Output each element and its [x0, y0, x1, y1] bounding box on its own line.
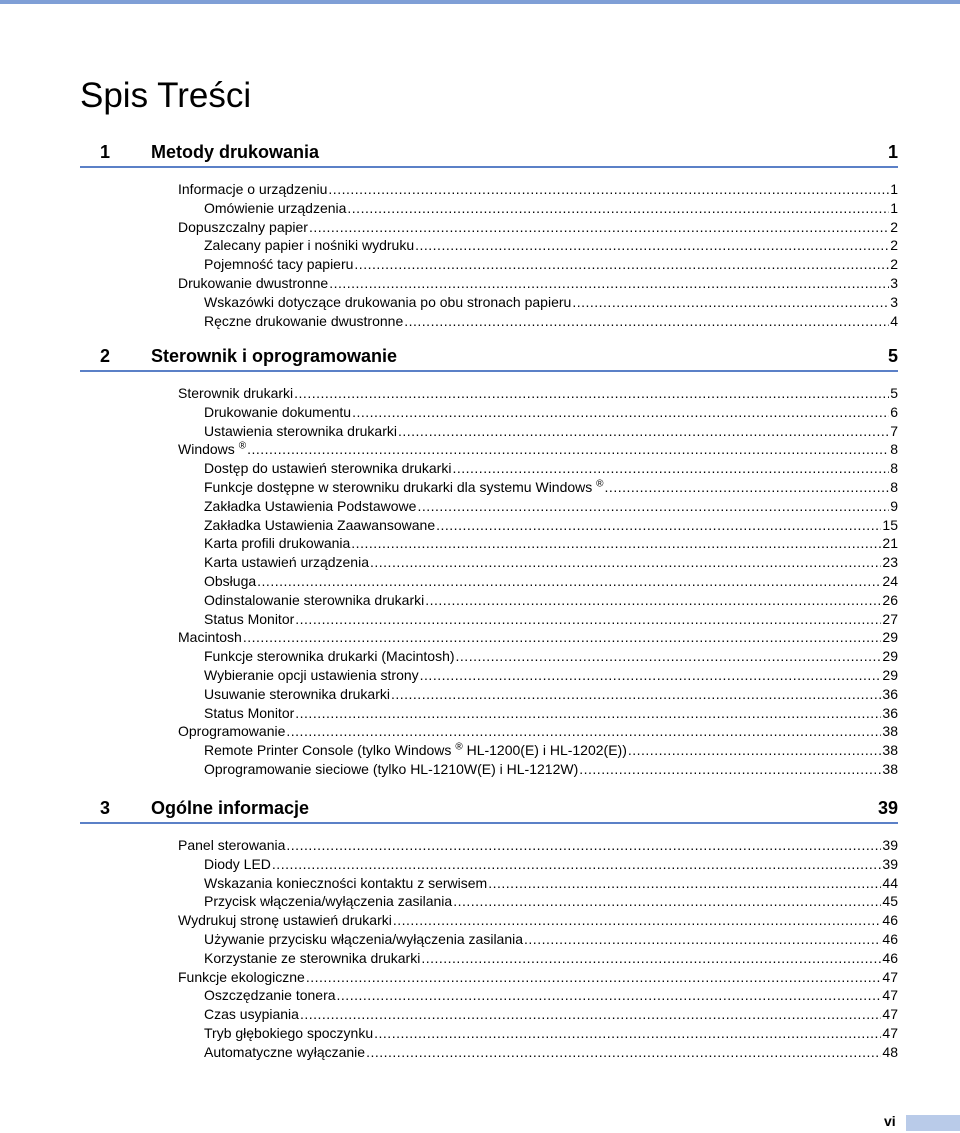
toc-entry-title [204, 1005, 299, 1024]
toc-page-number: 47 [882, 968, 898, 985]
toc-entry-title [204, 647, 455, 666]
toc-entry-text: Macintosh [178, 629, 242, 646]
toc-entry-text: Informacje o urządzeniu [178, 181, 328, 197]
toc-entry-title [204, 704, 294, 723]
dot-leader [247, 440, 889, 459]
toc-page-number: 38 [882, 723, 898, 740]
toc-entry-title [178, 722, 285, 741]
toc-entry-text: Ustawienia sterownika drukarki [204, 422, 397, 439]
toc-entry-text: Karta profili drukowania [204, 535, 351, 552]
toc-entry-title [178, 440, 246, 459]
toc-entry-title [178, 628, 242, 647]
toc-entry-text: Windows [178, 441, 235, 458]
chapter-page-number: 5 [887, 346, 898, 366]
toc-page-number: 46 [882, 930, 898, 947]
toc-section-entry[interactable] [80, 911, 898, 930]
toc-subsection-entry[interactable] [80, 534, 898, 553]
toc-page-number: 9 [890, 497, 898, 514]
toc-entry-text: Karta ustawień urządzenia [204, 554, 369, 571]
toc-subsection-entry[interactable] [80, 293, 898, 312]
toc-entry-text: Zakładka Ustawienia Podstawowe [204, 497, 417, 514]
toc-section-entry[interactable] [80, 274, 898, 293]
toc-entry-text: Tryb głębokiego spoczynku [204, 1024, 374, 1041]
toc-entry-text: Dopuszczalny papier [178, 218, 308, 235]
toc-entry-title [204, 293, 571, 312]
dot-leader [605, 478, 890, 497]
toc-page-number: 8 [890, 441, 898, 458]
chapter-heading[interactable] [80, 344, 898, 372]
toc-subsection-entry[interactable] [80, 572, 898, 591]
toc-page-number: 29 [882, 666, 898, 683]
toc-entry-text: Drukowanie dwustronne [178, 274, 329, 291]
toc-entry-title [204, 855, 271, 874]
toc-page-number: 39 [882, 837, 898, 853]
toc-entry-title [204, 1024, 373, 1043]
toc-entry-text: Oszczędzanie tonera [204, 987, 336, 1004]
toc-subsection-entry[interactable] [80, 403, 898, 422]
dot-leader [415, 236, 889, 255]
toc-entry-title [178, 274, 328, 293]
toc-page-number: 8 [890, 460, 898, 477]
toc-entry-text: Funkcje sterownika drukarki (Macintosh) [204, 648, 455, 665]
toc-entry-title [204, 610, 294, 629]
toc-page-number: 38 [882, 760, 898, 777]
toc-entry-title [204, 534, 350, 553]
registered-mark: ® [238, 440, 247, 452]
toc-page-number: 3 [890, 274, 898, 291]
toc-entry-text: Przycisk włączenia/wyłączenia zasilania [204, 893, 453, 910]
toc-subsection-entry[interactable] [80, 1024, 898, 1043]
toc-entry-text: Funkcje ekologiczne [178, 968, 305, 985]
toc-entry-text: Panel sterowania [178, 837, 286, 853]
toc-entry-title [204, 422, 397, 441]
toc-entry-text: Status Monitor [204, 610, 295, 627]
dot-leader [436, 516, 881, 535]
dot-leader [286, 722, 881, 741]
toc-page-number: 7 [890, 422, 898, 439]
footer-page-number: vi [884, 1113, 896, 1129]
toc-page-number: 27 [882, 610, 898, 627]
toc-entry-title [204, 236, 414, 255]
toc-entry-title [204, 591, 424, 610]
chapter-number: 3 [100, 798, 111, 818]
dot-leader [425, 591, 881, 610]
dot-leader [347, 199, 889, 218]
dot-leader [300, 1005, 881, 1024]
toc-entry-text: Odinstalowanie sterownika drukarki [204, 591, 425, 608]
toc-page-number: 38 [882, 742, 898, 759]
toc-section-entry[interactable] [80, 628, 898, 647]
toc-subsection-entry[interactable] [80, 704, 898, 723]
dot-leader [421, 949, 881, 968]
toc-subsection-entry[interactable] [80, 422, 898, 441]
toc-entry-text: Dostęp do ustawień sterownika drukarki [204, 460, 452, 477]
dot-leader [572, 293, 889, 312]
toc-subsection-entry[interactable] [80, 591, 898, 610]
dot-leader [524, 930, 881, 949]
toc-entry-text: Drukowanie dokumentu [204, 403, 352, 420]
toc-page-number: 36 [882, 685, 898, 702]
toc-section-entry[interactable] [80, 440, 898, 459]
toc-entry-title [204, 497, 416, 516]
toc-subsection-entry[interactable] [80, 516, 898, 535]
toc-entry-text: Sterownik drukarki [178, 385, 294, 401]
toc-entry-title [204, 403, 351, 422]
dot-leader [488, 874, 881, 893]
dot-leader [391, 685, 881, 704]
toc-subsection-entry[interactable] [80, 312, 898, 331]
toc-section-entry[interactable] [80, 384, 898, 403]
toc-entry-title [204, 949, 420, 968]
toc-page-number: 15 [882, 516, 898, 533]
dot-leader [420, 666, 882, 685]
chapter-heading[interactable] [80, 796, 898, 824]
toc-entry-text: Funkcje dostępne w sterowniku drukarki dla systemu Windows [204, 478, 593, 495]
toc-subsection-entry[interactable] [80, 199, 898, 218]
toc-page-number: 26 [882, 591, 898, 608]
toc-entry-title [204, 760, 578, 779]
dot-leader [295, 610, 881, 629]
toc-subsection-entry[interactable] [80, 255, 898, 274]
toc-entry-text: Automatyczne wyłączanie [204, 1043, 366, 1060]
toc-subsection-entry[interactable] [80, 741, 898, 760]
toc-section-entry[interactable] [80, 836, 898, 855]
toc-entry-text: Usuwanie sterownika drukarki [204, 685, 390, 702]
dot-leader [306, 968, 882, 987]
dot-leader [329, 274, 889, 293]
toc-entry-text: Zalecany papier i nośniki wydruku [204, 237, 415, 254]
toc-subsection-entry[interactable] [80, 685, 898, 704]
toc-entry-title [178, 836, 285, 855]
toc-entry-text: Obsługa [204, 572, 257, 589]
toc-subsection-entry[interactable] [80, 478, 898, 497]
toc-page-number: 48 [882, 1043, 898, 1060]
toc-subsection-entry[interactable] [80, 855, 898, 874]
toc-page-number: 21 [882, 535, 898, 552]
dot-leader [294, 384, 889, 403]
dot-leader [404, 312, 889, 331]
chapter-number: 2 [100, 346, 111, 366]
chapter-1 [80, 140, 898, 330]
dot-leader [628, 741, 882, 760]
toc-entries [80, 384, 898, 779]
toc-entry-title [204, 741, 627, 760]
toc-page-number: 47 [882, 1024, 898, 1041]
dot-leader [366, 1043, 881, 1062]
toc-page-number: 5 [890, 385, 898, 401]
dot-leader [272, 855, 882, 874]
toc-page-number: 45 [882, 893, 898, 910]
toc-subsection-entry[interactable] [80, 553, 898, 572]
toc-entry-text: Zakładka Ustawienia Zaawansowane [204, 516, 436, 533]
page-title: Spis Treści [80, 76, 252, 115]
toc-entry-title [204, 199, 346, 218]
toc-entry-title [204, 478, 604, 497]
toc-entry-text: Korzystanie ze sterownika drukarki [204, 949, 421, 966]
dot-leader [393, 911, 882, 930]
registered-mark: ® [455, 741, 463, 753]
toc-entry-text: Wydrukuj stronę ustawień drukarki [178, 912, 392, 929]
toc-section-entry[interactable] [80, 180, 898, 199]
toc-section-entry[interactable] [80, 722, 898, 741]
toc-page-number: 1 [890, 181, 898, 197]
dot-leader [328, 180, 889, 199]
toc-entry-title [204, 572, 256, 591]
toc-entry-text: Pojemność tacy papieru [204, 256, 354, 273]
toc-entry-title [204, 516, 435, 535]
toc-entry-text: Oprogramowanie sieciowe (tylko HL-1210W(E) i HL-1212W) [204, 760, 579, 777]
toc-page-number: 24 [882, 572, 898, 589]
toc-entry-title [178, 911, 392, 930]
toc-page-number: 36 [882, 704, 898, 721]
toc-subsection-entry[interactable] [80, 1043, 898, 1062]
toc-entry-text: Czas usypiania [204, 1006, 299, 1023]
chapter-title: Ogólne informacje [151, 798, 310, 818]
toc-entry-text: Używanie przycisku włączenia/wyłączenia zasilania [204, 930, 524, 947]
chapter-page-number: 1 [887, 142, 898, 162]
toc-entry-title [178, 180, 327, 199]
toc-entry-title [204, 459, 451, 478]
toc-section-entry[interactable] [80, 218, 898, 237]
toc-page-number: 3 [890, 293, 898, 310]
toc-page-number: 47 [882, 987, 898, 1004]
chapter-2 [80, 344, 898, 779]
toc-entry-text: Wybieranie opcji ustawienia strony [204, 666, 419, 683]
toc-subsection-entry[interactable] [80, 760, 898, 779]
toc-entry-title [204, 986, 336, 1005]
toc-page-number: 2 [890, 256, 898, 273]
chapter-title: Metody drukowania [151, 142, 320, 162]
dot-leader [337, 986, 882, 1005]
toc-entry-text: Remote Printer Console (tylko Windows [204, 742, 452, 759]
toc-page-number: 47 [882, 1006, 898, 1023]
chapter-page-number: 39 [877, 798, 898, 818]
toc-entry-title [204, 930, 523, 949]
toc-page-number: 29 [882, 648, 898, 665]
toc-entry-title [178, 968, 305, 987]
toc-entry-title [178, 384, 293, 403]
dot-leader [453, 892, 881, 911]
toc-entries [80, 180, 898, 330]
toc-subsection-entry[interactable] [80, 236, 898, 255]
dot-leader [354, 255, 889, 274]
toc-subsection-entry[interactable] [80, 647, 898, 666]
dot-leader [352, 403, 889, 422]
toc-subsection-entry[interactable] [80, 666, 898, 685]
toc-entry-text: Oprogramowanie [178, 723, 286, 740]
dot-leader [456, 647, 882, 666]
top-rule [0, 0, 960, 4]
toc-entry-title [204, 255, 353, 274]
toc-entry-text: Wskazania konieczności kontaktu z serwisem [204, 874, 488, 891]
toc-entry-title [204, 1043, 365, 1062]
toc-page-number: 23 [882, 554, 898, 571]
toc-subsection-entry[interactable] [80, 949, 898, 968]
toc-page-number: 46 [882, 912, 898, 929]
toc-entry-title [204, 874, 487, 893]
toc-page-number: 44 [882, 874, 898, 891]
toc-subsection-entry[interactable] [80, 892, 898, 911]
toc-entry-text: Ręczne drukowanie dwustronne [204, 312, 404, 329]
toc-entry-title [204, 312, 403, 331]
dot-leader [370, 553, 881, 572]
toc-page-number: 46 [882, 949, 898, 966]
toc-entry-title [178, 218, 308, 237]
toc-section-entry[interactable] [80, 968, 898, 987]
toc-subsection-entry[interactable] [80, 1005, 898, 1024]
dot-leader [351, 534, 881, 553]
toc-entry-text: Diody LED [204, 855, 271, 872]
dot-leader [452, 459, 889, 478]
toc-entry-title [204, 666, 419, 685]
chapter-title: Sterownik i oprogramowanie [151, 346, 398, 366]
dot-leader [398, 422, 889, 441]
toc-entries [80, 836, 898, 1062]
dot-leader [579, 760, 881, 779]
toc-page-number: 2 [890, 218, 898, 235]
toc-subsection-entry[interactable] [80, 610, 898, 629]
toc-entry-text: Omówienie urządzenia [204, 199, 347, 216]
dot-leader [286, 836, 881, 855]
toc-subsection-entry[interactable] [80, 497, 898, 516]
toc-page-number: 4 [890, 312, 898, 329]
toc-page-number: 6 [890, 403, 898, 420]
toc-entry-text: Wskazówki dotyczące drukowania po obu stronach papieru [204, 293, 572, 310]
toc-subsection-entry[interactable] [80, 930, 898, 949]
dot-leader [309, 218, 889, 237]
toc-page-number: 1 [890, 199, 898, 216]
toc-page-number: 39 [882, 855, 898, 872]
chapter-heading[interactable] [80, 140, 898, 168]
toc-page-number: 8 [890, 478, 898, 495]
toc-subsection-entry[interactable] [80, 874, 898, 893]
toc-subsection-entry[interactable] [80, 986, 898, 1005]
toc-entry-title [204, 553, 369, 572]
dot-leader [257, 572, 881, 591]
dot-leader [417, 497, 889, 516]
dot-leader [374, 1024, 881, 1043]
toc-entry-title [204, 892, 452, 911]
toc-page-number: 2 [890, 237, 898, 254]
toc-entry-text: Status Monitor [204, 704, 295, 721]
toc-entry-title [204, 685, 390, 704]
toc-entry-text-continued: HL-1200(E) i HL-1202(E)) [462, 742, 627, 759]
registered-mark: ® [596, 478, 604, 490]
toc-page-number: 29 [882, 629, 898, 646]
footer-bar [906, 1115, 960, 1131]
dot-leader [243, 628, 882, 647]
toc-subsection-entry[interactable] [80, 459, 898, 478]
dot-leader [295, 704, 881, 723]
chapter-number: 1 [100, 142, 111, 162]
chapter-3 [80, 796, 898, 1062]
